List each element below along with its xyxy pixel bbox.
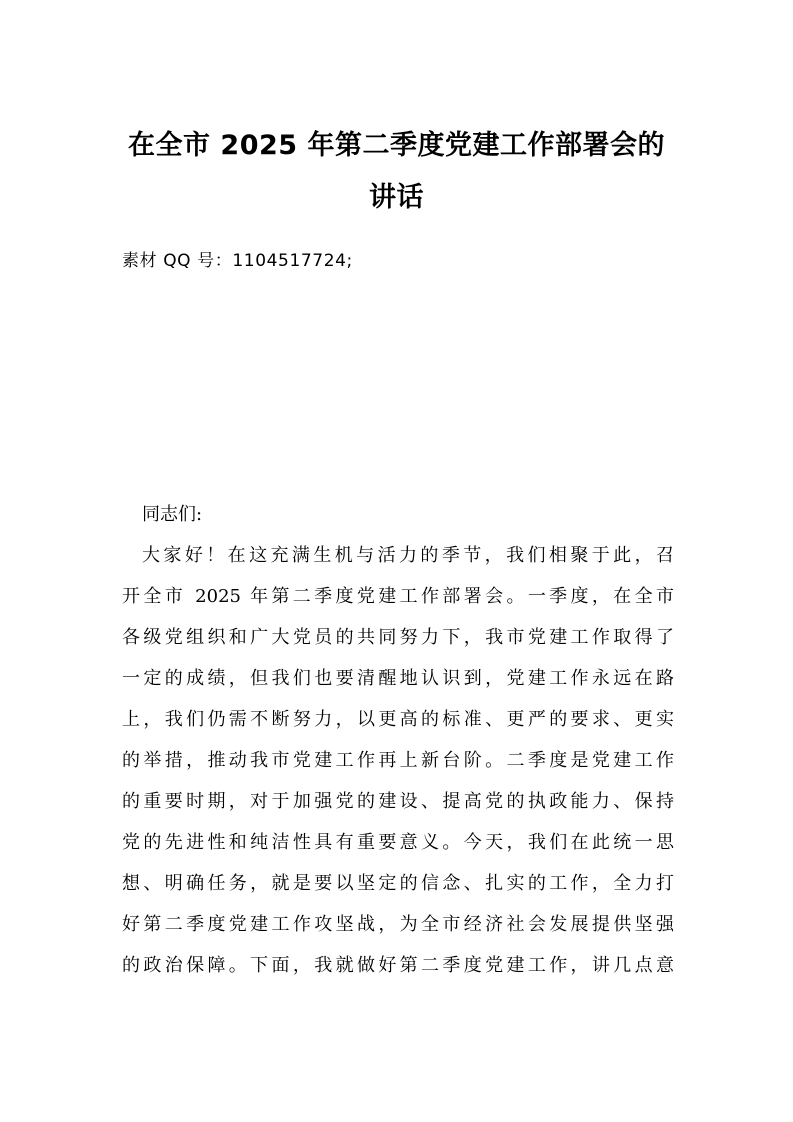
paragraph-line: 好第二季度党建工作攻坚战，为全市经济社会发展提供坚强 [122, 914, 674, 935]
source-note: 素材 QQ 号：1104517724; [122, 251, 353, 271]
document-title [100, 120, 693, 224]
paragraph-line: 上，我们仍需不断努力，以更高的标准、更严的要求、更实 [122, 709, 674, 730]
paragraph-line: 党的先进性和纯洁性具有重要意义。今天，我们在此统一思 [122, 832, 674, 853]
paragraph-line: 各级党组织和广大党员的共同努力下，我市党建工作取得了 [122, 627, 674, 648]
salutation: 同志们: [142, 504, 203, 525]
paragraph-line: 一定的成绩，但我们也要清醒地认识到，党建工作永远在路 [122, 668, 674, 689]
title-line-1: 在全市 2025 年第二季度党建工作部署会的 [128, 130, 665, 161]
speech-body [122, 494, 674, 986]
paragraph-line: 开全市 2025 年第二季度党建工作部署会。一季度，在全市 [122, 586, 674, 607]
paragraph-line: 的举措，推动我市党建工作再上新台阶。二季度是党建工作 [122, 750, 674, 771]
title-line-2: 讲话 [369, 182, 424, 213]
paragraph-line: 的政治保障。下面，我就做好第二季度党建工作，讲几点意 [122, 955, 674, 976]
paragraph-line: 的重要时期，对于加强党的建设、提高党的执政能力、保持 [122, 791, 674, 812]
paragraph-line: 想、明确任务，就是要以坚定的信念、扎实的工作，全力打 [122, 873, 674, 894]
paragraph-line: 大家好！在这充满生机与活力的季节，我们相聚于此，召 [142, 545, 674, 566]
